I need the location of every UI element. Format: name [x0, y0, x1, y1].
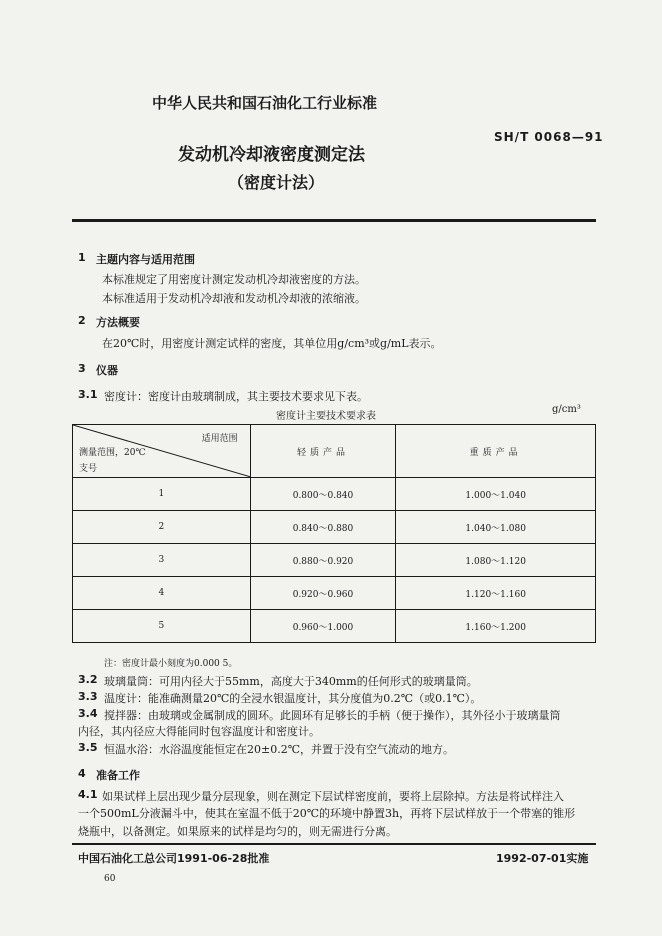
density-meter-table [72, 424, 596, 643]
row-heavy-range: 1.040～1.080 [396, 511, 596, 544]
row-light-range: 0.840～0.880 [250, 511, 396, 544]
section-3-5-number: 3.5 [78, 741, 98, 754]
diag-header-scope: 适用范围 [201, 434, 238, 444]
footer-rule [72, 843, 596, 845]
section-3-2-text: 玻璃量筒：可用内径大于55mm，高度大于340mm的任何形式的玻璃量筒。 [104, 675, 478, 688]
section-3-number: 3 [78, 362, 86, 375]
row-heavy-range: 1.080～1.120 [396, 544, 596, 577]
section-3-4-text-line2: 内径，其内径应大得能同时包容温度计和密度计。 [78, 725, 320, 738]
col-header-heavy: 重质产品 [396, 425, 596, 478]
section-3-4-number: 3.4 [78, 707, 98, 720]
diag-header-number: 支号 [79, 464, 98, 474]
row-number: 5 [73, 610, 251, 643]
table-note: 注：密度计最小刻度为0.000 5。 [104, 659, 238, 669]
table-row [73, 511, 596, 544]
row-number: 2 [73, 511, 251, 544]
standard-code: SH/T 0068—91 [494, 130, 604, 144]
section-4-1-text-line3: 烧瓶中，以备测定。如果原来的试样是均匀的，则无需进行分离。 [78, 825, 397, 838]
table-diagonal-header [73, 425, 251, 478]
row-heavy-range: 1.000～1.040 [396, 478, 596, 511]
section-1-para-1: 本标准规定了用密度计测定发动机冷却液密度的方法。 [102, 273, 366, 286]
section-3-3-number: 3.3 [78, 690, 98, 703]
section-1-para-2: 本标准适用于发动机冷却液和发动机冷却液的浓缩液。 [102, 292, 366, 305]
table-row [73, 478, 596, 511]
table-row [73, 577, 596, 610]
document-title: 发动机冷却液密度测定法 [178, 145, 365, 165]
page-number: 60 [104, 874, 116, 884]
row-light-range: 0.920～0.960 [250, 577, 396, 610]
row-number: 1 [73, 478, 251, 511]
section-2-para-1: 在20℃时，用密度计测定试样的密度，其单位用g/cm³或g/mL表示。 [102, 337, 442, 350]
org-standard-title: 中华人民共和国石油化工行业标准 [152, 94, 378, 112]
section-4-1-text-line1: 如果试样上层出现少量分层现象，则在测定下层试样密度前，要将上层除掉。方法是将试样注入 [102, 790, 564, 803]
section-3-3-text: 温度计：能准确测量20℃的全浸水银温度计，其分度值为0.2℃（或0.1℃）。 [104, 692, 482, 705]
row-number: 4 [73, 577, 251, 610]
diag-header-range: 测量范围，20℃ [79, 448, 146, 458]
section-3-4-text-line1: 搅拌器：由玻璃或金属制成的圆环。此圆环有足够长的手柄（便于操作），其外径小于玻璃量筒 [104, 709, 561, 722]
table-row [73, 610, 596, 643]
section-3-5-text: 恒温水浴：水浴温度能恒定在20±0.2℃，并置于没有空气流动的地方。 [104, 743, 455, 756]
section-4-number: 4 [78, 767, 86, 780]
section-4-1-number: 4.1 [78, 788, 98, 801]
table-unit: g/cm³ [552, 404, 581, 415]
section-1-title: 主题内容与适用范围 [96, 253, 195, 266]
header-rule [72, 219, 596, 222]
section-4-1-text-line2: 一个500mL分液漏斗中，使其在室温不低于20℃的环境中静置3h，再将下层试样放于一个带塞的锥形 [78, 807, 576, 820]
section-3-title: 仪器 [96, 364, 118, 377]
row-light-range: 0.960～1.000 [250, 610, 396, 643]
effective-date: 1992-07-01实施 [496, 852, 589, 865]
approval-note: 中国石油化工总公司1991-06-28批准 [78, 852, 270, 865]
table-row [73, 544, 596, 577]
section-3-1-text: 密度计：密度计由玻璃制成，其主要技术要求见下表。 [104, 390, 368, 403]
section-3-1-number: 3.1 [78, 388, 98, 401]
row-light-range: 0.800～0.840 [250, 478, 396, 511]
table-title: 密度计主要技术要求表 [276, 411, 376, 422]
section-2-number: 2 [78, 314, 86, 327]
row-heavy-range: 1.120～1.160 [396, 577, 596, 610]
section-4-title: 准备工作 [96, 769, 140, 782]
row-number: 3 [73, 544, 251, 577]
section-1-number: 1 [78, 251, 86, 264]
row-heavy-range: 1.160～1.200 [396, 610, 596, 643]
section-2-title: 方法概要 [96, 316, 140, 329]
row-light-range: 0.880～0.920 [250, 544, 396, 577]
section-3-2-number: 3.2 [78, 673, 98, 686]
document-subtitle: （密度计法） [228, 173, 325, 192]
col-header-light: 轻质产品 [250, 425, 396, 478]
